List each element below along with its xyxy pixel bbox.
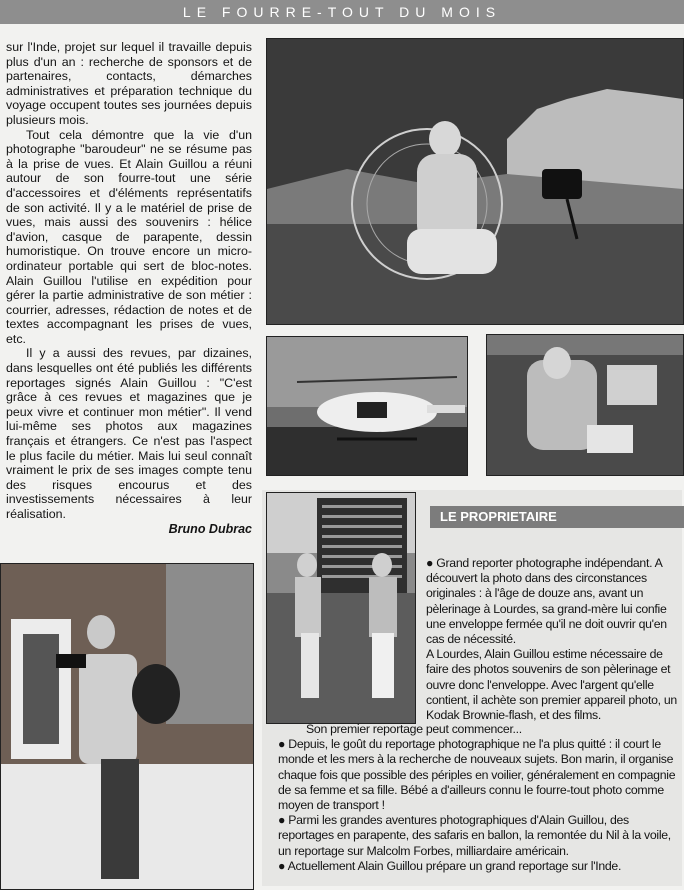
section-title: LE FOURRE-TOUT DU MOIS [182,4,502,20]
article-paragraph: sur l'Inde, projet sur lequel il travaille depuis plus d'un an : recherche de sponsors et de partenaires, contacts, démarches administratives et préparation technique du voyage occupent toutes ses journées depuis plusieurs mois. [6,40,252,127]
bio-paragraph: ● Grand reporter photographe indépendant. A découvert la photo dans des circonstances originales : à l'âge de douze ans, avant un pèlerinage à Lourdes, sa grand-mère lui confie une enveloppe fermée qu'il ne doit ouvrir qu'en cas de nécessité. [426,556,667,647]
bio-paragraph: Son premier reportage peut commencer... [306,722,522,736]
father-child-photo [0,563,254,890]
bio-paragraph: ● Depuis, le goût du reportage photographique ne l'a plus quitté : il court le monde et les mers à la recherche de nouveaux sujets. Bon marin, il organise chaque fois que possible des périples en voilier, généralement en compagnie de sa femme et sa fille. Bébé a d'ailleurs connu le fourre-tout photo comme moyen de transport ! [278,737,676,813]
bio-paragraph: ● Actuellement Alain Guillou prépare un grand reportage sur l'Inde. [278,858,622,873]
helicopter-photo [266,336,468,476]
owner-portrait-photo [266,492,416,724]
article-paragraph: Tout cela démontre que la vie d'un photographe "baroudeur" ne se résume pas à la prise de vues. Et Alain Guillou a réuni autour de son fourre-tout une série d'accessoires et d'éléments représentatifs de son activité. Il y a le matériel de prise de vues, mais aussi des souvenirs : hélice d'avion, casque de parapente, dessin humoristique. On trouve encore un micro-ordinateur portable qui sert de bloc-notes. Alain Guillou l'utilise en expédition pour gérer la partie administrative de son métier : courrier, adresses, rédaction de notes et de textes accompagnant les prises de vues, etc. [6,127,252,346]
article-paragraph: Il y a aussi des revues, par dizaines, dans lesquelles ont été publiés les différents reportages signés Alain Guillou : "C'est grâce à ces revues et magazines que je peux vivre et continuer mon métier". Il vend lui-même ses photos aux magazines français et étrangers. Ce n'est pas l'aspect le plus facile du métier. Mais lui seul connaît vraiment le prix de ses images compte tenu des risques encourus et des investissements nécessaires à leur réalisation. [6,346,252,521]
owner-bio-bottom [278,722,682,874]
section-header [0,0,684,24]
paramotor-photo [266,38,684,325]
bio-paragraph: ● Parmi les grandes aventures photographiques d'Alain Guillou, des reportages en parapente, des safaris en ballon, la remontée du Nil à la voile, un reportage sur Malcolm Forbes, milliardaire américain. [278,813,671,858]
laptop-photo [486,334,684,476]
owner-box-title: LE PROPRIETAIRE [430,506,684,528]
bio-paragraph: A Lourdes, Alain Guillou estime nécessaire de faire des photos souvenirs de son pèlerinage et ouvre donc l'enveloppe. Avec l'argent qu'elle contient, il achète son premier appareil photo, un Kodak Brownie-flash, et des films. [426,647,677,723]
author-signature: Bruno Dubrac [168,521,252,536]
owner-bio-top [426,556,680,723]
article-body [6,40,252,536]
